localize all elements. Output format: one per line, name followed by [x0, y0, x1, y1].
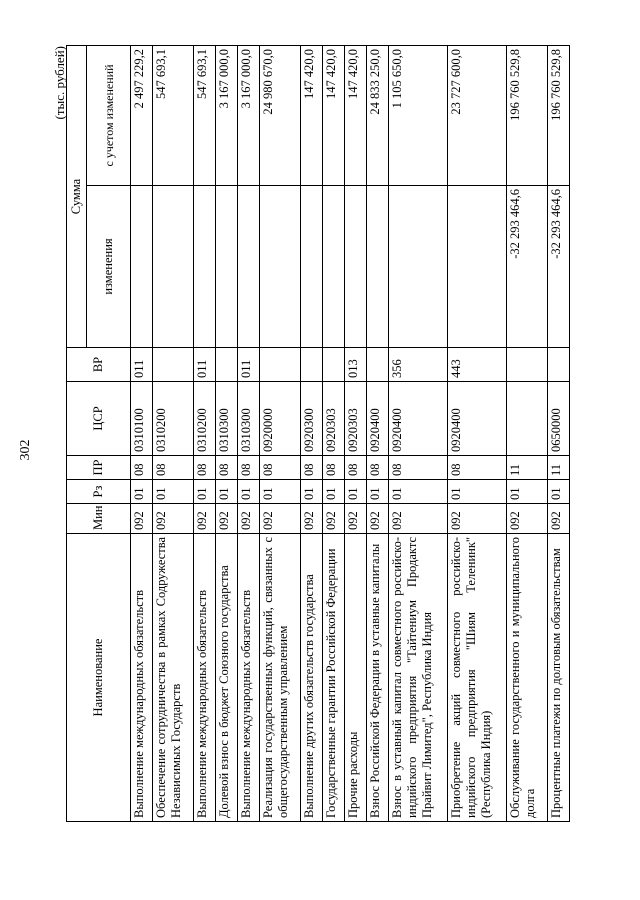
cell-vr: 013	[344, 348, 366, 382]
cell-total: 196 760 529,8	[547, 46, 569, 186]
cell-changes	[215, 186, 237, 348]
table-row	[322, 46, 344, 822]
cell-csr	[507, 382, 548, 456]
cell-csr: 0920400	[448, 382, 507, 456]
cell-min: 092	[367, 504, 389, 534]
cell-pr: 08	[389, 456, 448, 480]
cell-rz: 01	[547, 480, 569, 504]
cell-name: Взнос в уставный капитал совместного российско-индийского предприятия "Тайтениум Продактс Прайвит Лимитед", Республика Индия	[389, 534, 448, 822]
cell-csr: 0920303	[344, 382, 366, 456]
cell-total: 147 420,0	[322, 46, 344, 186]
table-row	[237, 46, 259, 822]
table-row	[193, 46, 215, 822]
table-row	[547, 46, 569, 822]
cell-vr	[300, 348, 322, 382]
cell-min: 092	[260, 504, 301, 534]
cell-name: Взнос Российской Федерации в уставные капиталы	[367, 534, 389, 822]
cell-pr: 08	[367, 456, 389, 480]
cell-vr: 356	[389, 348, 448, 382]
cell-changes	[131, 186, 153, 348]
cell-vr: 011	[193, 348, 215, 382]
table-body	[131, 46, 570, 822]
cell-pr: 08	[300, 456, 322, 480]
cell-vr	[507, 348, 548, 382]
cell-vr	[322, 348, 344, 382]
cell-pr: 08	[448, 456, 507, 480]
table-header	[67, 46, 131, 822]
cell-pr: 11	[547, 456, 569, 480]
cell-name: Выполнение международных обязательств	[131, 534, 153, 822]
cell-name: Государственные гарантии Российской Федерации	[322, 534, 344, 822]
cell-total: 1 105 650,0	[389, 46, 448, 186]
cell-vr	[215, 348, 237, 382]
table-row	[300, 46, 322, 822]
table-row	[153, 46, 194, 822]
cell-changes	[300, 186, 322, 348]
cell-pr: 08	[131, 456, 153, 480]
cell-rz: 01	[260, 480, 301, 504]
cell-vr	[260, 348, 301, 382]
cell-changes: -32 293 464,6	[547, 186, 569, 348]
header-min: Мин	[67, 504, 131, 534]
cell-name: Прочие расходы	[344, 534, 366, 822]
budget-table	[66, 45, 570, 822]
header-changes: изменения	[87, 186, 131, 348]
cell-pr: 11	[507, 456, 548, 480]
cell-changes	[260, 186, 301, 348]
header-name: Наименование	[67, 534, 131, 822]
cell-pr: 08	[237, 456, 259, 480]
table-row	[389, 46, 448, 822]
table-row	[344, 46, 366, 822]
cell-changes: -32 293 464,6	[507, 186, 548, 348]
cell-name: Выполнение международных обязательств	[237, 534, 259, 822]
cell-total: 196 760 529,8	[507, 46, 548, 186]
cell-name: Долевой взнос в бюджет Союзного государства	[215, 534, 237, 822]
cell-changes	[322, 186, 344, 348]
cell-min: 092	[193, 504, 215, 534]
cell-total: 547 693,1	[153, 46, 194, 186]
cell-name: Приобретение акций совместного российско-индийского предприятия "Шиям Теленинк" (Республика Индия)	[448, 534, 507, 822]
header-with-changes: с учетом изменений	[87, 46, 131, 186]
cell-total: 3 167 000,0	[237, 46, 259, 186]
cell-name: Выполнение международных обязательств	[193, 534, 215, 822]
cell-min: 092	[300, 504, 322, 534]
table-row	[260, 46, 301, 822]
cell-total: 147 420,0	[344, 46, 366, 186]
cell-min: 092	[547, 504, 569, 534]
page-number: 302	[18, 439, 33, 461]
header-sum: Сумма	[67, 46, 87, 348]
cell-min: 092	[507, 504, 548, 534]
cell-rz: 01	[131, 480, 153, 504]
cell-total: 547 693,1	[193, 46, 215, 186]
cell-csr: 0310200	[153, 382, 194, 456]
cell-vr	[367, 348, 389, 382]
table-row	[367, 46, 389, 822]
cell-csr: 0920400	[389, 382, 448, 456]
cell-pr: 08	[153, 456, 194, 480]
cell-changes	[344, 186, 366, 348]
cell-total: 24 833 250,0	[367, 46, 389, 186]
cell-rz: 01	[344, 480, 366, 504]
cell-csr: 0920300	[300, 382, 322, 456]
cell-rz: 01	[300, 480, 322, 504]
cell-pr: 08	[215, 456, 237, 480]
cell-vr	[153, 348, 194, 382]
header-rz: Рз	[67, 480, 131, 504]
cell-csr: 0920000	[260, 382, 301, 456]
cell-min: 092	[344, 504, 366, 534]
cell-vr	[547, 348, 569, 382]
cell-min: 092	[389, 504, 448, 534]
cell-total: 2 497 229,2	[131, 46, 153, 186]
cell-min: 092	[215, 504, 237, 534]
cell-rz: 01	[237, 480, 259, 504]
cell-pr: 08	[260, 456, 301, 480]
cell-total: 23 727 600,0	[448, 46, 507, 186]
header-vr: ВР	[67, 348, 131, 382]
cell-csr: 0920400	[367, 382, 389, 456]
cell-min: 092	[237, 504, 259, 534]
cell-changes	[389, 186, 448, 348]
cell-min: 092	[131, 504, 153, 534]
cell-rz: 01	[389, 480, 448, 504]
table-row	[215, 46, 237, 822]
cell-vr: 011	[237, 348, 259, 382]
cell-csr: 0310300	[215, 382, 237, 456]
cell-rz: 01	[153, 480, 194, 504]
cell-rz: 01	[507, 480, 548, 504]
cell-changes	[237, 186, 259, 348]
header-csr: ЦСР	[67, 382, 131, 456]
cell-name: Реализация государственных функций, связанных с общегосударственным управлением	[260, 534, 301, 822]
table-row	[131, 46, 153, 822]
cell-rz: 01	[193, 480, 215, 504]
cell-vr: 011	[131, 348, 153, 382]
cell-rz: 01	[322, 480, 344, 504]
cell-min: 092	[322, 504, 344, 534]
cell-min: 092	[153, 504, 194, 534]
cell-changes	[448, 186, 507, 348]
cell-rz: 01	[367, 480, 389, 504]
units-label: (тыс. рублей)	[52, 46, 67, 120]
cell-total: 24 980 670,0	[260, 46, 301, 186]
cell-changes	[193, 186, 215, 348]
cell-pr: 08	[322, 456, 344, 480]
cell-vr: 443	[448, 348, 507, 382]
cell-csr: 0310100	[131, 382, 153, 456]
cell-name: Выполнение других обязательств государства	[300, 534, 322, 822]
cell-rz: 01	[215, 480, 237, 504]
table-row	[507, 46, 548, 822]
cell-pr: 08	[193, 456, 215, 480]
header-pr: ПР	[67, 456, 131, 480]
cell-total: 3 167 000,0	[215, 46, 237, 186]
cell-csr: 0310200	[193, 382, 215, 456]
cell-min: 092	[448, 504, 507, 534]
table-row	[448, 46, 507, 822]
cell-name: Обеспечение сотрудничества в рамках Содружества Независимых Государств	[153, 534, 194, 822]
cell-changes	[153, 186, 194, 348]
cell-total: 147 420,0	[300, 46, 322, 186]
cell-changes	[367, 186, 389, 348]
cell-csr: 0310300	[237, 382, 259, 456]
cell-csr: 0650000	[547, 382, 569, 456]
cell-csr: 0920303	[322, 382, 344, 456]
cell-pr: 08	[344, 456, 366, 480]
cell-name: Процентные платежи по долговым обязательствам	[547, 534, 569, 822]
cell-name: Обслуживание государственного и муниципального долга	[507, 534, 548, 822]
cell-rz: 01	[448, 480, 507, 504]
